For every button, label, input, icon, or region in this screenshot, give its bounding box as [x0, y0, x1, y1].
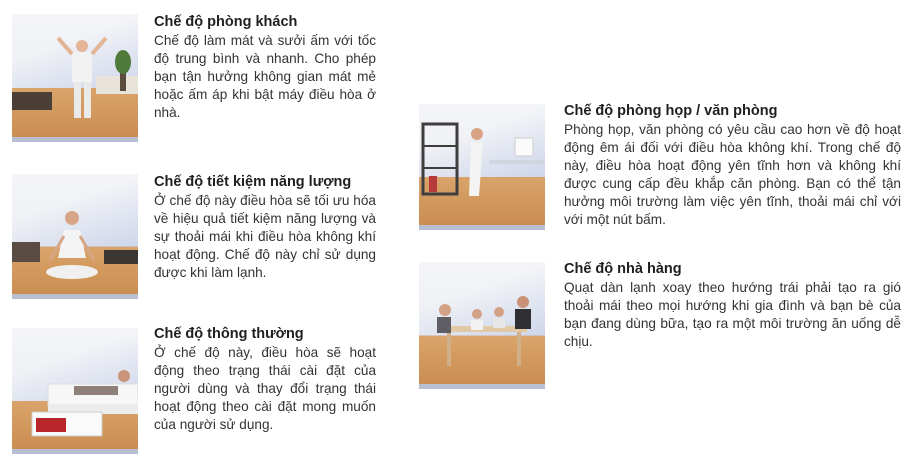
living-room-text	[154, 13, 376, 122]
mode-title: Chế độ tiết kiệm năng lượng	[154, 174, 352, 190]
restaurant-photo	[419, 262, 545, 389]
office-text	[564, 102, 901, 229]
mode-description: Ở chế độ này điều hòa sẽ tối ưu hóa về hiệu quả tiết kiệm năng lượng và sự thoải mái khi điều hòa không khí hoạt động. Chế độ này chỉ sử dụng được khi làm lạnh.	[154, 193, 376, 280]
living-room-photo	[12, 14, 138, 142]
normal-mode-text	[154, 325, 376, 434]
mode-title: Chế độ thông thường	[154, 326, 304, 342]
mode-description: Phòng họp, văn phòng có yêu cầu cao hơn về độ hoạt động êm ái đối với điều hòa không khí. Trong chế độ này, điều hòa hoạt động yên tĩnh hơn và không khí được cung cấp đều khắp căn phòng. Bạn có thể tận hưởng môi trường làm việc yên tĩnh, thoải mái chỉ với với một nút bấm.	[564, 122, 901, 227]
mode-description: Chế độ làm mát và sưởi ấm với tốc độ trung bình và nhanh. Cho phép bạn tận hưởng không gian mát mẻ hoặc ấm áp khi bật máy điều hòa ở nhà.	[154, 33, 376, 120]
mode-title: Chế độ phòng họp / văn phòng	[564, 103, 778, 119]
mode-title: Chế độ nhà hàng	[564, 261, 682, 277]
normal-mode-photo	[12, 328, 138, 454]
living-room-illustration	[12, 14, 138, 142]
office-illustration	[419, 104, 545, 230]
mode-title: Chế độ phòng khách	[154, 14, 298, 30]
mode-description: Ở chế độ này, điều hòa sẽ hoạt động theo trạng thái cài đặt của người dùng và thay đổi trạng thái hoạt động theo cài đặt mong muốn của người sử dụng.	[154, 345, 376, 432]
sofa-illustration	[12, 328, 138, 454]
restaurant-text	[564, 260, 901, 351]
mode-description: Quạt dàn lạnh xoay theo hướng trái phải tạo ra gió thoải mái theo mọi hướng khi gia đình và bạn bè của bạn đang dùng bữa, tạo ra một môi trường ăn uống dễ chịu.	[564, 280, 901, 349]
energy-saving-photo	[12, 174, 138, 299]
meditation-illustration	[12, 174, 138, 299]
energy-saving-text	[154, 173, 376, 282]
family-dinner-illustration	[419, 262, 545, 389]
office-photo	[419, 104, 545, 230]
